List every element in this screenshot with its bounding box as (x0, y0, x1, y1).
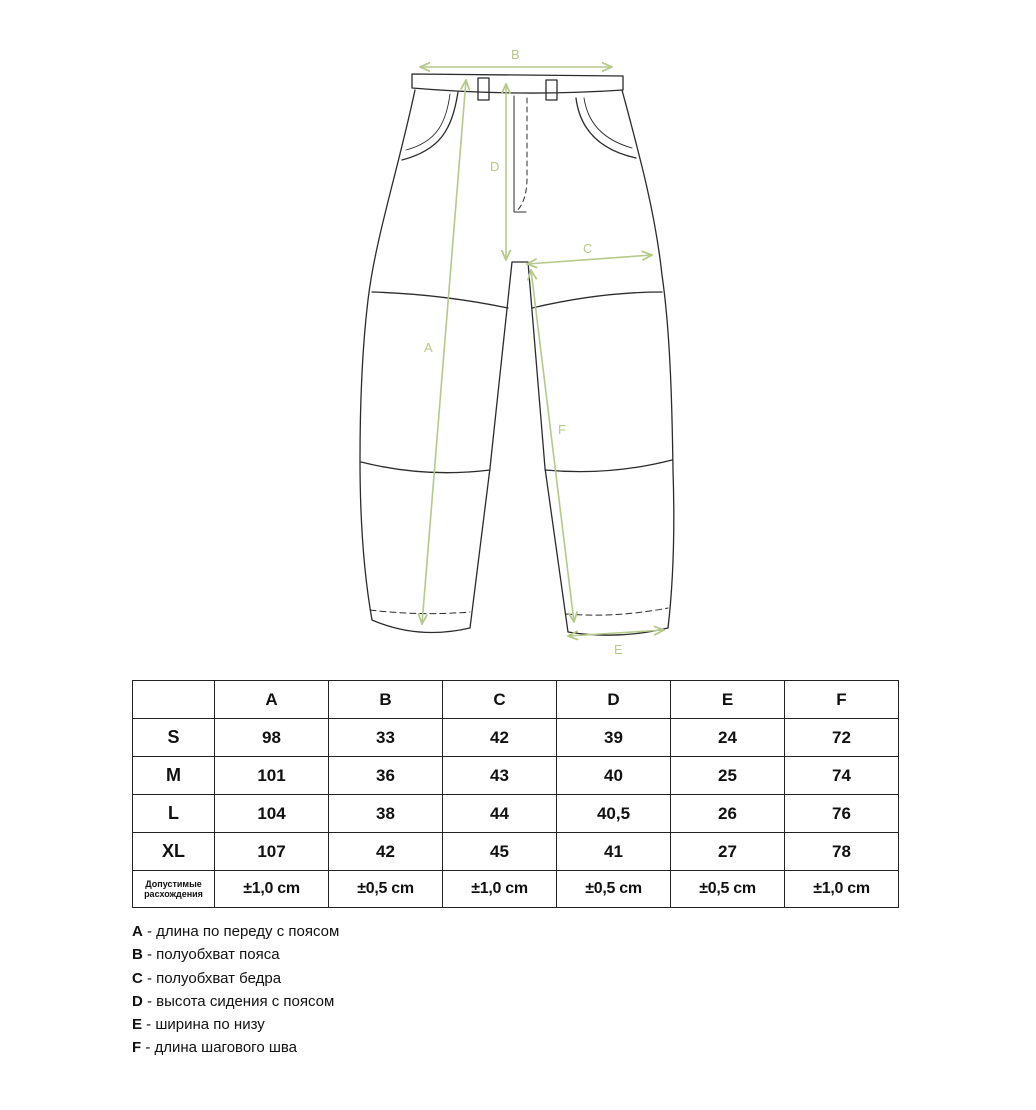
legend-key: C (132, 969, 143, 987)
legend-key: E (132, 1016, 143, 1034)
label-c: C (583, 241, 593, 256)
pocket-right-stitch (584, 98, 632, 148)
header-a: A (215, 681, 329, 719)
legend-item (132, 1036, 832, 1059)
size-label: S (133, 719, 215, 757)
table-cell: 41 (557, 833, 671, 871)
waistband (412, 74, 623, 93)
measurement-legend (132, 920, 832, 1060)
hem-stitch-right (566, 608, 668, 615)
table-cell: 25 (671, 757, 785, 795)
table-cell: 36 (329, 757, 443, 795)
table-cell: 24 (671, 719, 785, 757)
measurement-labels (424, 47, 623, 657)
size-label: M (133, 757, 215, 795)
legend-text: - длина по переду с поясом (142, 923, 340, 940)
tolerance-cell: ±1,0 cm (215, 871, 329, 908)
measure-line-f (531, 270, 574, 622)
table-cell: 38 (329, 795, 443, 833)
header-b: B (329, 681, 443, 719)
table-row (133, 833, 899, 871)
table-cell: 43 (443, 757, 557, 795)
table-cell: 27 (671, 833, 785, 871)
tolerance-label (133, 871, 215, 908)
tolerance-cell: ±0,5 cm (557, 871, 671, 908)
legend-text: - полуобхват бедра (142, 969, 282, 987)
legend-item (132, 1013, 832, 1036)
table-cell: 26 (671, 795, 785, 833)
table-cell: 104 (215, 795, 329, 833)
legend-text: - ширина по низу (142, 1016, 265, 1034)
fly-seam (514, 96, 526, 212)
label-f: F (558, 422, 566, 437)
belt-loop-left (478, 78, 489, 100)
table-cell: 44 (443, 795, 557, 833)
table-cell: 42 (329, 833, 443, 871)
legend-key: A (132, 923, 143, 940)
table-cell: 76 (785, 795, 899, 833)
fly-stitch (516, 98, 527, 212)
knee-seam-lower-left (361, 462, 490, 473)
label-b: B (511, 47, 520, 62)
tolerance-cell: ±0,5 cm (671, 871, 785, 908)
table-cell: 40 (557, 757, 671, 795)
table-cell: 45 (443, 833, 557, 871)
table-cell: 33 (329, 719, 443, 757)
legend-key: B (132, 946, 143, 964)
table-cell: 40,5 (557, 795, 671, 833)
legend-key: D (132, 992, 143, 1010)
legend-key: F (132, 1039, 142, 1057)
knee-seam-upper-right (532, 292, 662, 308)
belt-loop-right (546, 80, 557, 100)
knee-seam-upper-left (372, 292, 508, 308)
measurement-lines (420, 67, 664, 636)
table-row (133, 795, 899, 833)
table-row (133, 719, 899, 757)
legend-item (132, 943, 832, 966)
label-a: A (424, 340, 433, 355)
hem-stitch-left (370, 610, 470, 614)
measure-line-c (527, 255, 652, 264)
table-cell: 72 (785, 719, 899, 757)
label-d: D (490, 159, 500, 174)
size-label: XL (133, 833, 215, 871)
header-corner (133, 681, 215, 719)
knee-seam-lower-right (545, 460, 672, 472)
table-cell: 39 (557, 719, 671, 757)
size-table (132, 680, 899, 908)
trousers-silhouette (360, 90, 674, 635)
size-label: L (133, 795, 215, 833)
table-cell: 78 (785, 833, 899, 871)
legend-item (132, 920, 832, 943)
tolerance-cell: ±0,5 cm (329, 871, 443, 908)
tolerance-cell: ±1,0 cm (443, 871, 557, 908)
table-row (133, 757, 899, 795)
header-d: D (557, 681, 671, 719)
tolerance-label-line2: расхождения (144, 889, 203, 899)
legend-item (132, 990, 832, 1013)
legend-item (132, 967, 832, 990)
table-cell: 74 (785, 757, 899, 795)
table-cell: 98 (215, 719, 329, 757)
header-f: F (785, 681, 899, 719)
legend-text: - полуобхват пояса (142, 946, 280, 964)
pocket-left (402, 92, 458, 160)
header-c: C (443, 681, 557, 719)
table-header-row (133, 681, 899, 719)
table-cell: 101 (215, 757, 329, 795)
tolerance-label-line1: Допустимые (145, 879, 202, 889)
tolerance-cell: ±1,0 cm (785, 871, 899, 908)
table-cell: 107 (215, 833, 329, 871)
legend-text: - высота сидения с поясом (142, 992, 335, 1010)
trousers-outline (360, 74, 674, 635)
tolerance-row (133, 871, 899, 908)
header-e: E (671, 681, 785, 719)
table-cell: 42 (443, 719, 557, 757)
label-e: E (614, 642, 623, 657)
legend-text: - длина шагового шва (141, 1039, 298, 1057)
